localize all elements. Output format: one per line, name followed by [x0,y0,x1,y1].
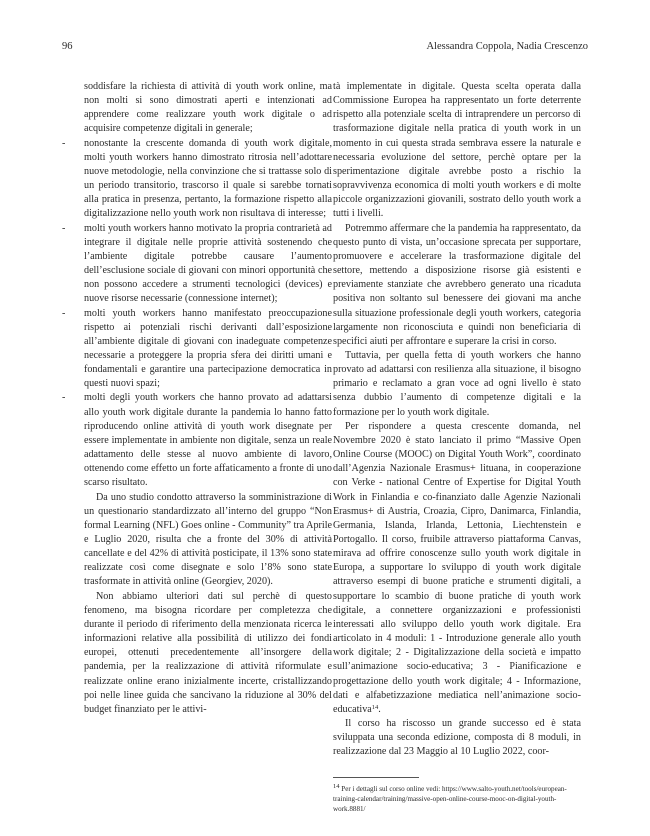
continuation-paragraph: soddisfare la richiesta di attività di youth work online, ma non molti si sono dimostrati aperti e intenzionati ad apprendere come realizzare youth work digitale o ad acquisire competenze digitali in generale; [84,81,332,135]
bullet-text: molti youth workers hanno motivato la propria contrarietà ad integrare il digitale nelle proprie attività sostenendo che l’ambiente digitale potrebbe causare l’aumento dell’esclusione sociale di giovani con minori opportunità che non possono accedere a strumenti tecnologici (devices) e nuove risorse necessarie (connessione internet); [84,222,332,305]
bullet-item [62,137,332,222]
bullet-dash: - [62,222,66,234]
footnote [333,784,581,815]
bullet-item [62,391,332,490]
body-paragraph: Il corso ha riscosso un grande successo ed è stata sviluppata una seconda edizione, composta di 8 moduli, in realizzazione dal 23 Maggio al 10 Luglio 2022, coor- [333,718,581,758]
body-paragraph: Da uno studio condotto attraverso la somministrazione di un questionario standardizzato all’interno del gruppo “Non formal Learning (NFL) Goes online - Community” tra Aprile e Luglio 2020, risulta che a fronte del 30% di attività cancellate e del 42% di attività posticipate, il 13% sono state realizzate così come disegnate e solo l’8% sono state trasformate in attività online (Georgiev, 2020). [84,491,333,588]
bullet-text: molti degli youth workers che hanno provato ad adattarsi allo youth work digitale durante la pandemia lo hanno fatto riproducendo online attività di youth work disegnate per essere implementate in ambiente non digitale, senza un reale adattamento delle stesse al nuovo ambiente di lavoro, ottenendo come effetto un forte affaticamento a fronte di uno scarso risultato. [84,392,332,489]
bullet-dash: - [62,392,66,404]
footnote-marker: 14 [333,782,340,790]
bullet-item [62,307,332,392]
footnote-reference[interactable]: 14 [371,703,379,711]
footnote-text: Per i dettagli sul corso online vedi: https://www.salto-youth.net/tools/european-training-calendar/training/massive-open-online-course-mooc-on-digital-youth-work.8881/ [333,784,567,813]
continuation-paragraph: tà implementate in digitale. Questa scelta operata dalla Commissione Europea ha rappresentato un forte deterrente rispetto alla potenziale scelta di intraprendere un percorso di trasformazione digitale nella pratica di youth work in un momento in cui questa strada sembrava essere la naturale e necessaria evoluzione del settore, perchè optare per la sperimentazione digitale avrebbe posto a rischio la sopravvivenza economica di molti youth workers e di molte piccole organizzazioni giovanili, sostrato dello youth work a tutti i livelli. [333,81,581,220]
body-paragraph: Tuttavia, per quella fetta di youth workers che hanno provato ad adattarsi con resilienza alla situazione, il bisogno primario e reclamato a gran voce ad ogni livello è stato senza dubbio l’aumento di competenze digitali e la formazione per lo youth work digitale. [333,349,581,418]
left-column [62,80,333,717]
bullet-dash: - [62,137,66,149]
bullet-text: molti youth workers hanno manifestato preoccupazione rispetto ai potenziali rischi derivanti dall’esposizione all’ambiente digitale di giovani con inadeguate competenze necessarie a proteggere la propria sfera dei diritti umani e fondamentali e garantire una partecipazione democratica in questi nuovi spazi; [84,307,332,390]
right-column [333,80,581,814]
page-number: 96 [62,41,73,52]
body-paragraph: Non abbiamo ulteriori dati sul perchè di questo fenomeno, ma bisogna ricordare per completezza che durante il periodo di riferimento della menzionata ricerca le informazioni relative alla possibilità di utilizzo dei fondi europei, ottenuti precedentemente all’insorgere della pandemia, per la realizzazione di attività riformulate e realizzate online erano inizialmente incerte, cristallizzando poi nelle linee guida che sancivano la riduzione al 30% del budget finanziato per le attivi- [84,590,332,715]
bullet-text: nonostante la crescente domanda di youth work digitale, molti youth workers hanno dimostrato ritrosia nell’adottare nuove metodologie, nella convinzione che si trattasse solo di un periodo transitorio, trascorso il quale si sarebbe tornati alla pratica in presenza, pertanto, la formazione rispetto alla digitalizzazione nello youth work non risultava di interesse; [84,137,332,220]
body-paragraph: Potremmo affermare che la pandemia ha rappresentato, da questo punto di vista, un’occasione sprecata per supportare, promuovere e accelerare la trasformazione digitale del settore, mettendo a disposizione risorse già esistenti e previamente stanziate che avrebbero generato una ricaduta positiva non soltanto sul benessere dei giovani ma anche sulla situazione professionale degli youth workers, categoria largamente non riconosciuta e quindi non beneficiaria di specifici aiuti per affrontare e superare la crisi in corso. [333,222,581,347]
footnote-divider [333,777,419,778]
bullet-item [62,222,332,307]
body-paragraph: Per rispondere a questa crescente domanda, nel Novembre 2020 è stato lanciato il primo “Massive Open Online Course (MOOC) on Digital Youth Work”, coordinato dall’Agenzia Nazionale Erasmus+ lituana, in cooperazione con Verke - national Centre of Expertise for Digital Youth Work in Finlandia e co-finanziato dalle Agenzie Nazionali Erasmus+ di Austria, Croazia, Cipro, Danimarca, Finlandia, Germania, Islanda, Irlanda, Lettonia, Liechtenstein e Portogallo. Il corso, fruibile attraverso piattaforma Canvas, mirava ad offrire conoscenze sullo youth work digitale in Europa, a supportare lo sviluppo di youth work digitale attraverso esempi di buone pratiche e strumenti digitali, a supportare lo scambio di buone pratiche di youth work digitale, a connettere organizzazioni e professionisti interessati allo sviluppo dello youth work digitale. Era articolato in 4 moduli: 1 - Introduzione generale allo youth work digitale; 2 - Digitalizzazione della società e impatto sull’animazione socio-educativa; 3 - Pianificazione e progettazione dello youth work digitale; 4 - Informazione, dati e alfabetizzazione mediatica nell’animazione socio-educativa$^{14}$. [333,420,581,715]
running-head-authors: Alessandra Coppola, Nadia Crescenzo [426,41,588,52]
bullet-dash: - [62,307,66,319]
paragraph-text: Per rispondere a questa crescente domanda, nel Novembre 2020 è stato lanciato il primo “Massive Open Online Course (MOOC) on Digital Youth Work”, coordinato dall’Agenzia Nazionale Erasmus+ lituana, in cooperazione con Verke - national Centre of Expertise for Digital Youth Work in Finlandia e co-finanziato dalle Agenzie Nazionali Erasmus+ di Austria, Croazia, Cipro, Danimarca, Finlandia, Germania, Islanda, Irlanda, Lettonia, Liechtenstein e Portogallo. Il corso, fruibile attraverso piattaforma Canvas, mirava ad offrire conoscenze sullo youth work digitale in Europa, a supportare lo sviluppo di youth work digitale attraverso esempi di buone pratiche e strumenti digitali, a supportare lo scambio di buone pratiche di youth work digitale, a connettere organizzazioni e professionisti interessati allo sviluppo dello youth work digitale. Era articolato in 4 moduli: 1 - Introduzione generale allo youth work digitale; 2 - Digitalizzazione della società e impatto sull’animazione socio-educativa; 3 - Pianificazione e progettazione dello youth work digitale; 4 - Informazione, dati e alfabetizzazione mediatica nell’animazione socio-educativa [333,420,581,715]
